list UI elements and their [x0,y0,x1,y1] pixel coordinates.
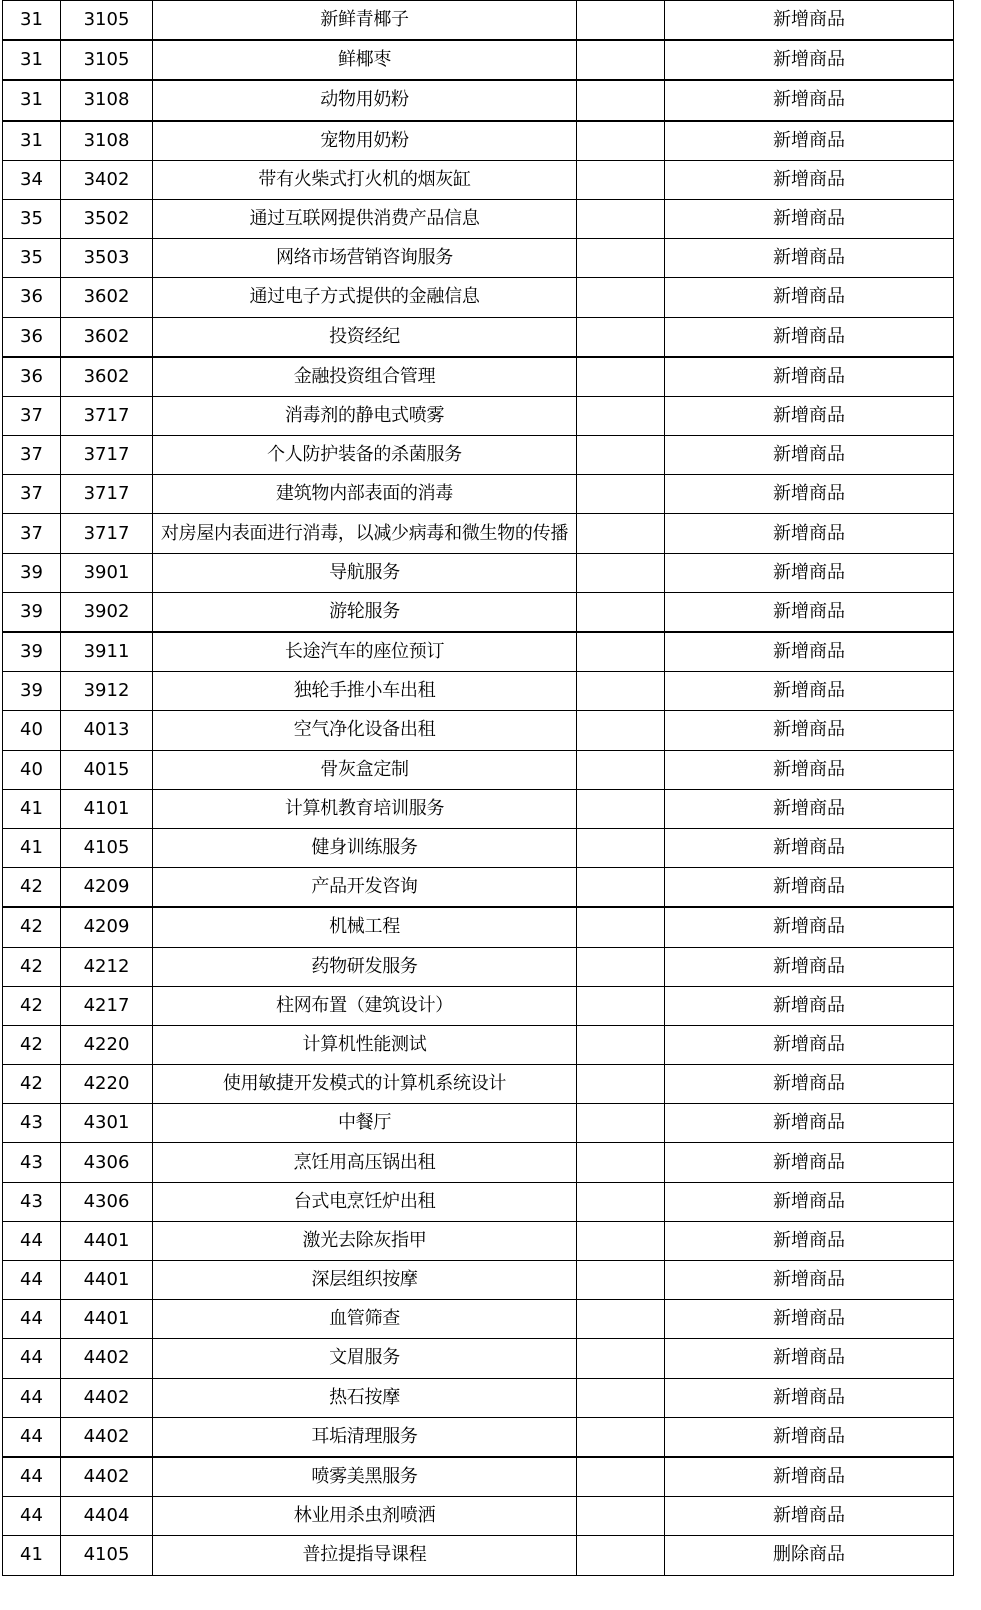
group-cell: 4401 [61,1300,153,1339]
class-cell: 39 [3,632,61,672]
name-cell: 空气净化设备出租 [153,711,577,750]
table-row [3,160,954,199]
table-row [3,711,954,750]
extra-cell [577,1261,665,1300]
extra-cell [577,1497,665,1536]
group-cell: 4217 [61,986,153,1025]
extra-cell [577,907,665,947]
table-row [3,1378,954,1417]
group-cell: 3105 [61,40,153,80]
class-cell: 39 [3,672,61,711]
status-cell: 新增商品 [665,121,954,161]
class-cell: 34 [3,160,61,199]
status-cell: 新增商品 [665,553,954,592]
group-cell: 3911 [61,632,153,672]
group-cell: 4209 [61,868,153,908]
extra-cell [577,160,665,199]
group-cell: 4105 [61,828,153,867]
class-cell: 31 [3,80,61,120]
status-cell: 新增商品 [665,80,954,120]
extra-cell [577,514,665,553]
status-cell: 新增商品 [665,1339,954,1378]
status-cell: 新增商品 [665,278,954,317]
extra-cell [577,1536,665,1575]
table-row [3,436,954,475]
extra-cell [577,828,665,867]
group-cell: 4301 [61,1104,153,1143]
status-cell: 新增商品 [665,1457,954,1497]
class-cell: 37 [3,396,61,435]
status-cell: 新增商品 [665,868,954,908]
group-cell: 3902 [61,592,153,632]
status-cell: 新增商品 [665,396,954,435]
extra-cell [577,750,665,789]
extra-cell [577,396,665,435]
status-cell: 新增商品 [665,199,954,238]
table-row [3,1221,954,1260]
extra-cell [577,1,665,41]
extra-cell [577,947,665,986]
status-cell: 新增商品 [665,1,954,41]
table-row [3,592,954,632]
extra-cell [577,1025,665,1064]
class-cell: 42 [3,947,61,986]
extra-cell [577,80,665,120]
status-cell: 新增商品 [665,1378,954,1417]
class-cell: 35 [3,239,61,278]
group-cell: 4015 [61,750,153,789]
status-cell: 新增商品 [665,632,954,672]
status-cell: 新增商品 [665,1065,954,1104]
class-cell: 42 [3,986,61,1025]
status-cell: 新增商品 [665,514,954,553]
extra-cell [577,239,665,278]
name-cell: 普拉提指导课程 [153,1536,577,1575]
class-cell: 44 [3,1457,61,1497]
class-cell: 41 [3,789,61,828]
group-cell: 3502 [61,199,153,238]
group-cell: 4402 [61,1417,153,1457]
table-row [3,1182,954,1221]
table-row [3,475,954,514]
group-cell: 3717 [61,396,153,435]
group-cell: 4209 [61,907,153,947]
group-cell: 3602 [61,357,153,397]
group-cell: 4212 [61,947,153,986]
group-cell: 4220 [61,1025,153,1064]
extra-cell [577,632,665,672]
extra-cell [577,1104,665,1143]
name-cell: 独轮手推小车出租 [153,672,577,711]
class-cell: 36 [3,357,61,397]
name-cell: 柱网布置（建筑设计） [153,986,577,1025]
status-cell: 新增商品 [665,40,954,80]
table-row [3,317,954,357]
extra-cell [577,199,665,238]
group-cell: 3105 [61,1,153,41]
name-cell: 激光去除灰指甲 [153,1221,577,1260]
name-cell: 个人防护装备的杀菌服务 [153,436,577,475]
class-cell: 43 [3,1182,61,1221]
class-cell: 36 [3,317,61,357]
table-row [3,828,954,867]
name-cell: 通过互联网提供消费产品信息 [153,199,577,238]
name-cell: 健身训练服务 [153,828,577,867]
group-cell: 4101 [61,789,153,828]
name-cell: 产品开发咨询 [153,868,577,908]
class-cell: 41 [3,1536,61,1575]
class-cell: 44 [3,1339,61,1378]
name-cell: 建筑物内部表面的消毒 [153,475,577,514]
table-row [3,357,954,397]
group-cell: 3901 [61,553,153,592]
extra-cell [577,1457,665,1497]
name-cell: 台式电烹饪炉出租 [153,1182,577,1221]
class-cell: 31 [3,121,61,161]
class-cell: 37 [3,514,61,553]
class-cell: 42 [3,907,61,947]
group-cell: 4402 [61,1457,153,1497]
extra-cell [577,436,665,475]
group-cell: 4013 [61,711,153,750]
table-row [3,278,954,317]
class-cell: 43 [3,1104,61,1143]
table-row [3,672,954,711]
status-cell: 新增商品 [665,1221,954,1260]
status-cell: 新增商品 [665,239,954,278]
class-cell: 44 [3,1417,61,1457]
class-cell: 40 [3,750,61,789]
status-cell: 新增商品 [665,672,954,711]
table-row [3,1497,954,1536]
class-cell: 39 [3,553,61,592]
name-cell: 计算机教育培训服务 [153,789,577,828]
name-cell: 机械工程 [153,907,577,947]
extra-cell [577,789,665,828]
name-cell: 中餐厅 [153,1104,577,1143]
table-row [3,907,954,947]
name-cell: 带有火柴式打火机的烟灰缸 [153,160,577,199]
group-cell: 4220 [61,1065,153,1104]
table-row [3,1536,954,1575]
table-row [3,239,954,278]
table-row [3,1339,954,1378]
extra-cell [577,121,665,161]
status-cell: 新增商品 [665,436,954,475]
group-cell: 4306 [61,1143,153,1182]
name-cell: 计算机性能测试 [153,1025,577,1064]
extra-cell [577,592,665,632]
group-cell: 3717 [61,475,153,514]
class-cell: 42 [3,1025,61,1064]
name-cell: 骨灰盒定制 [153,750,577,789]
status-cell: 新增商品 [665,1300,954,1339]
extra-cell [577,357,665,397]
goods-change-table [2,0,954,1576]
name-cell: 血管筛查 [153,1300,577,1339]
status-cell: 新增商品 [665,357,954,397]
table-row [3,1104,954,1143]
status-cell: 删除商品 [665,1536,954,1575]
extra-cell [577,986,665,1025]
table-row [3,632,954,672]
class-cell: 42 [3,868,61,908]
class-cell: 31 [3,40,61,80]
name-cell: 宠物用奶粉 [153,121,577,161]
group-cell: 3912 [61,672,153,711]
status-cell: 新增商品 [665,475,954,514]
status-cell: 新增商品 [665,947,954,986]
name-cell: 动物用奶粉 [153,80,577,120]
status-cell: 新增商品 [665,750,954,789]
table-row [3,750,954,789]
name-cell: 喷雾美黑服务 [153,1457,577,1497]
table-row [3,514,954,553]
group-cell: 3402 [61,160,153,199]
status-cell: 新增商品 [665,711,954,750]
class-cell: 44 [3,1378,61,1417]
table-row [3,40,954,80]
status-cell: 新增商品 [665,1182,954,1221]
extra-cell [577,1417,665,1457]
table-row [3,986,954,1025]
name-cell: 新鲜青椰子 [153,1,577,41]
extra-cell [577,868,665,908]
status-cell: 新增商品 [665,317,954,357]
name-cell: 文眉服务 [153,1339,577,1378]
name-cell: 金融投资组合管理 [153,357,577,397]
name-cell: 烹饪用高压锅出租 [153,1143,577,1182]
extra-cell [577,278,665,317]
extra-cell [577,1300,665,1339]
group-cell: 3503 [61,239,153,278]
table-row [3,1025,954,1064]
status-cell: 新增商品 [665,592,954,632]
table-row [3,553,954,592]
extra-cell [577,1143,665,1182]
group-cell: 3602 [61,278,153,317]
table-row [3,947,954,986]
name-cell: 对房屋内表面进行消毒，以减少病毒和微生物的传播 [153,514,577,553]
status-cell: 新增商品 [665,160,954,199]
table-row [3,80,954,120]
table-row [3,1417,954,1457]
class-cell: 39 [3,592,61,632]
table-body [3,1,954,1576]
group-cell: 4401 [61,1221,153,1260]
name-cell: 热石按摩 [153,1378,577,1417]
name-cell: 使用敏捷开发模式的计算机系统设计 [153,1065,577,1104]
name-cell: 通过电子方式提供的金融信息 [153,278,577,317]
group-cell: 3108 [61,80,153,120]
table-row [3,1143,954,1182]
name-cell: 长途汽车的座位预订 [153,632,577,672]
table-row [3,1,954,41]
extra-cell [577,317,665,357]
class-cell: 44 [3,1300,61,1339]
table-row [3,199,954,238]
name-cell: 深层组织按摩 [153,1261,577,1300]
status-cell: 新增商品 [665,789,954,828]
name-cell: 耳垢清理服务 [153,1417,577,1457]
class-cell: 44 [3,1497,61,1536]
class-cell: 37 [3,436,61,475]
extra-cell [577,1378,665,1417]
table-row [3,1457,954,1497]
status-cell: 新增商品 [665,828,954,867]
group-cell: 4105 [61,1536,153,1575]
status-cell: 新增商品 [665,1143,954,1182]
status-cell: 新增商品 [665,986,954,1025]
class-cell: 41 [3,828,61,867]
group-cell: 4404 [61,1497,153,1536]
table-row [3,396,954,435]
name-cell: 导航服务 [153,553,577,592]
extra-cell [577,475,665,514]
status-cell: 新增商品 [665,907,954,947]
name-cell: 鲜椰枣 [153,40,577,80]
group-cell: 4306 [61,1182,153,1221]
group-cell: 3602 [61,317,153,357]
class-cell: 31 [3,1,61,41]
table-row [3,1261,954,1300]
group-cell: 3717 [61,514,153,553]
name-cell: 投资经纪 [153,317,577,357]
class-cell: 35 [3,199,61,238]
class-cell: 44 [3,1261,61,1300]
extra-cell [577,1221,665,1260]
class-cell: 37 [3,475,61,514]
extra-cell [577,711,665,750]
table-row [3,1300,954,1339]
extra-cell [577,40,665,80]
name-cell: 林业用杀虫剂喷洒 [153,1497,577,1536]
class-cell: 42 [3,1065,61,1104]
table-row [3,1065,954,1104]
name-cell: 消毒剂的静电式喷雾 [153,396,577,435]
status-cell: 新增商品 [665,1417,954,1457]
class-cell: 36 [3,278,61,317]
extra-cell [577,1182,665,1221]
status-cell: 新增商品 [665,1104,954,1143]
status-cell: 新增商品 [665,1497,954,1536]
class-cell: 43 [3,1143,61,1182]
extra-cell [577,553,665,592]
group-cell: 4402 [61,1378,153,1417]
status-cell: 新增商品 [665,1025,954,1064]
extra-cell [577,1339,665,1378]
name-cell: 游轮服务 [153,592,577,632]
goods-change-table-container [2,0,953,1576]
table-row [3,789,954,828]
table-row [3,868,954,908]
group-cell: 3717 [61,436,153,475]
class-cell: 44 [3,1221,61,1260]
table-row [3,121,954,161]
name-cell: 网络市场营销咨询服务 [153,239,577,278]
extra-cell [577,1065,665,1104]
name-cell: 药物研发服务 [153,947,577,986]
extra-cell [577,672,665,711]
group-cell: 4401 [61,1261,153,1300]
status-cell: 新增商品 [665,1261,954,1300]
group-cell: 3108 [61,121,153,161]
class-cell: 40 [3,711,61,750]
group-cell: 4402 [61,1339,153,1378]
